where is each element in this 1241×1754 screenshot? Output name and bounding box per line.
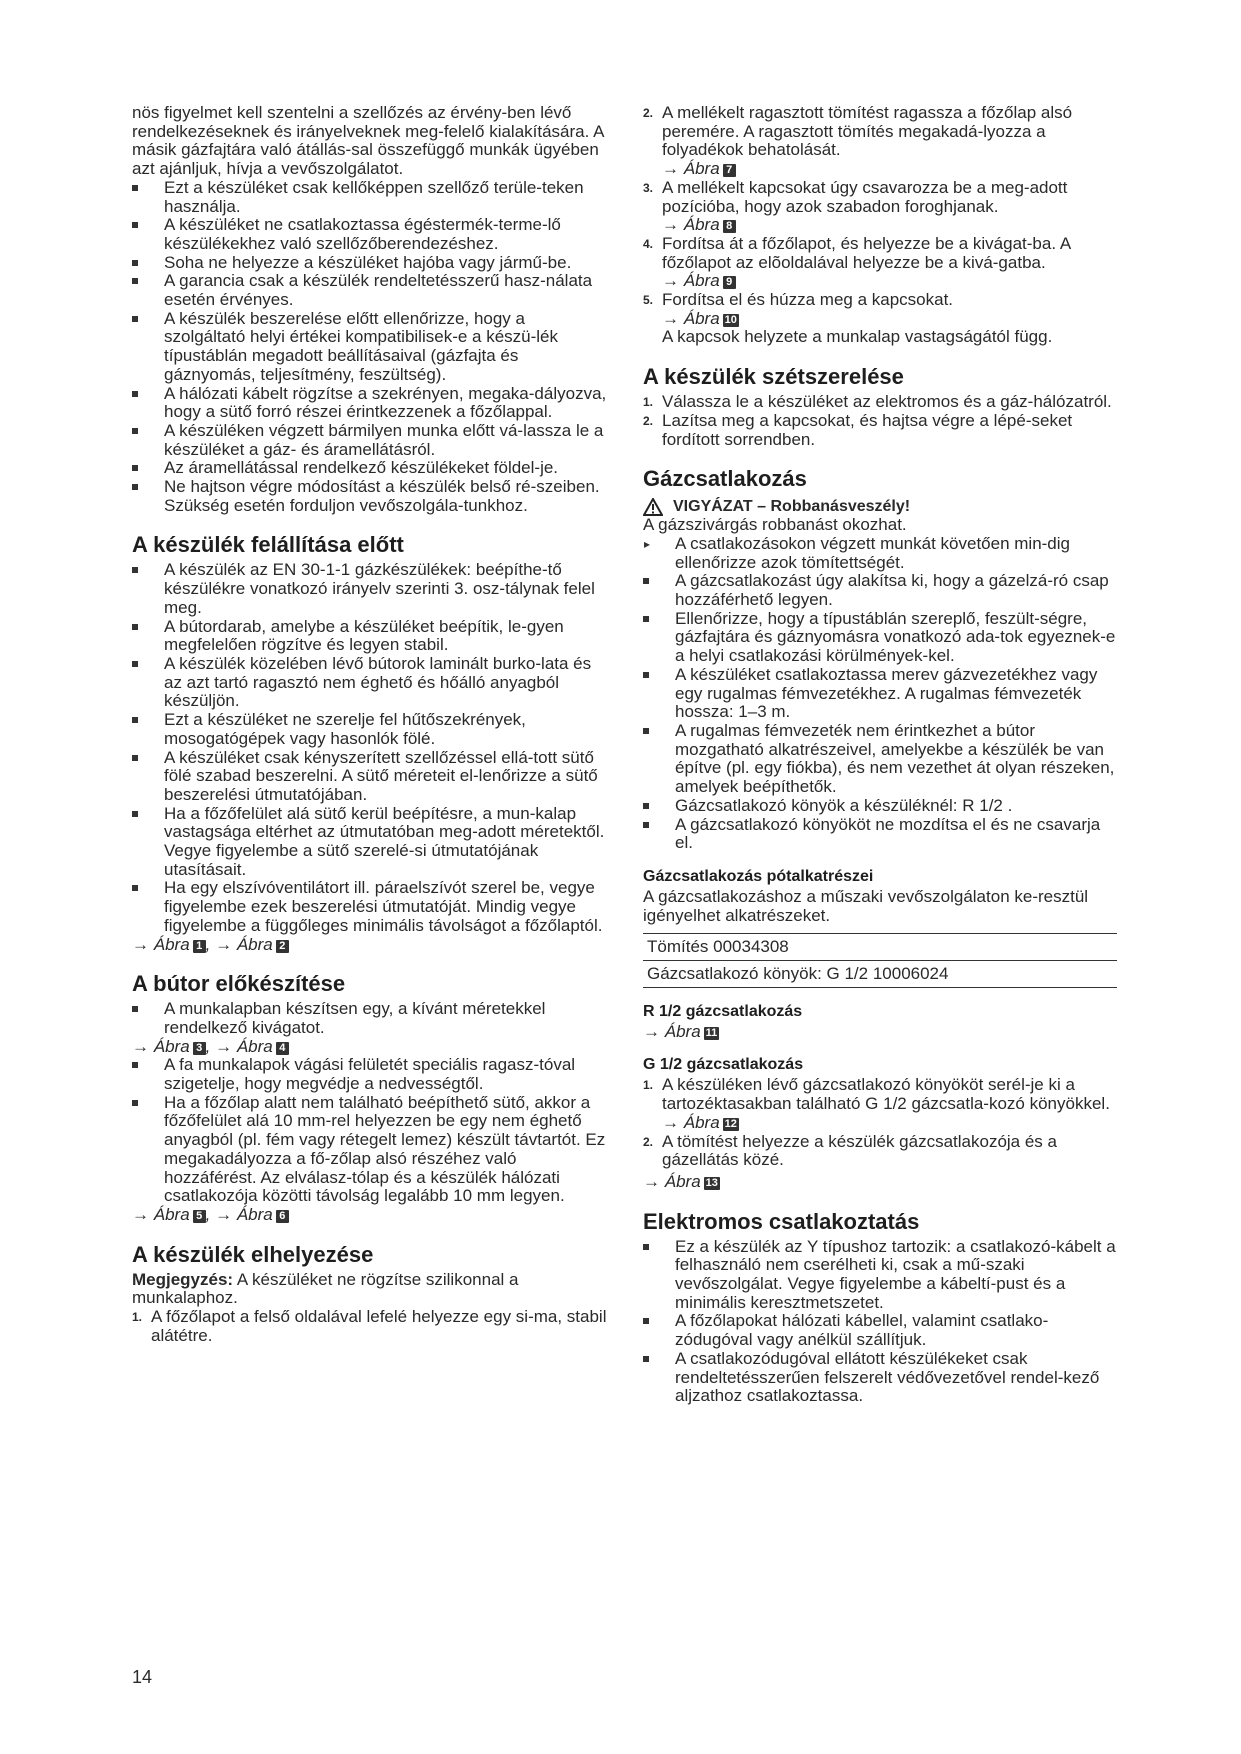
bullet-item: Ezt a készüléket csak kellőképpen szellőző terüle-teken használja. [132,179,610,216]
left-column [132,104,610,1345]
note-paragraph [132,1271,610,1308]
right-column [643,104,1119,1406]
table-cell: Gázcsatlakozó könyök: G 1/2 10006024 [643,961,1117,988]
bullet-item: Ha egy elszívóventilátort ill. páraelszívót szerel be, vegye figyelembe ezek beszerelési útmutatóját. Mindig vegye figyelembe a függőleges minimális távolságot a főzőlaptól. [132,879,610,935]
figure-reference [643,1173,1119,1192]
numbered-step [643,412,1119,449]
arrow-icon: → [643,1021,660,1041]
figure-word: Ábra [236,1036,273,1056]
figure-badge: 10 [724,313,737,326]
bullet-item: A bútordarab, amelybe a készüléket beépítik, le-gyen megfelelően rögzítve és legyen stabil. [132,618,610,655]
note-label: Megjegyzés: [132,1269,234,1289]
spare-parts-text: A gázcsatlakozáshoz a műszaki vevőszolgálaton ke-resztül igényelhet alkatrészeket. [643,886,1089,925]
figure-word: Ábra [683,1112,720,1132]
separator: , [205,934,216,954]
warning-title: VIGYÁZAT – Robbanásveszély! [673,498,911,516]
figure-word: Ábra [683,215,720,235]
numbered-step [643,235,1119,272]
figure-badge: 6 [276,1210,289,1223]
figure-badge: 1 [193,940,206,953]
arrow-icon: → [215,1204,233,1224]
figure-badge: 5 [193,1210,206,1223]
step-number: 1. [643,1078,654,1093]
figure-reference [132,936,610,955]
figure-word: Ábra [664,1171,701,1191]
arrow-icon: → [662,271,679,291]
step-text: Lazítsa meg a kapcsokat, és hajtsa végre a lépé-seket fordított sorrendben. [662,410,1073,449]
bullet-item: A rugalmas fémvezeték nem érintkezhet a bútor mozgatható alkatrészeivel, amelyekbe a készülék be van építve (pl. egy fiókba), és nem vezethet át olyan részeken, amelyek beépíthetők. [643,722,1119,797]
step-text: Fordítsa át a főzőlapot, és helyezze be a kivágat-ba. A főzőlapot az elõoldalával helyezze be a kivá-gatba. [662,233,1071,272]
bullet-item: A gázcsatlakozást úgy alakítsa ki, hogy a gázelzá-ró csap hozzáférhető legyen. [643,572,1119,609]
figure-word: Ábra [683,159,720,179]
section-heading-gas-connection: Gázcsatlakozás [643,466,807,492]
step-text: Válassza le a készüléket az elektromos és a gáz-hálózatról. [662,392,1112,412]
separator: , [205,1036,216,1056]
bullet-item: Ellenőrizze, hogy a típustáblán szereplő, feszült-ségre, gázfajtára és gáznyomásra vonatkozó ada-tok egyeznek-e a helyi csatlakozási körülmények-kel. [643,610,1119,666]
bullet-item: Ha a főzőfelület alá sütő kerül beépítésre, a mun-kalap vastagsága eltérhet az útmutatóban meg-adott méretektől. Vegye figyelembe a sütő szerelé-si útmutatójának utasításait. [132,805,610,880]
step-number: 4. [643,236,654,251]
figure-word: Ábra [236,1204,273,1224]
figure-word: Ábra [153,1036,190,1056]
bullet-item: A készüléket csatlakoztassa merev gázvezetékhez vagy egy rugalmas fémvezetékhez. A rugalmas fémvezeték hossza: 1–3 m. [643,666,1119,722]
arrow-icon: → [215,1036,233,1056]
numbered-step [643,393,1119,412]
bullet-item: Ne hajtson végre módosítást a készülék belső ré-szeiben. Szükség esetén forduljon vevőszolgála-tunkhoz. [132,478,610,515]
figure-reference [643,310,1119,329]
step-text: A mellékelt kapcsokat úgy csavarozza be a meg-adott pozícióba, hogy azok szabadon foroghjanak. [662,177,1068,216]
arrow-icon: → [662,215,679,235]
numbered-step [132,1308,610,1345]
figure-word: Ábra [664,1021,701,1041]
bullet-item: A csatlakozódugóval ellátott készülékeket csak rendeltetésszerűen felszerelt védővezetővel rendel-kező aljzathoz csatlakoztassa. [643,1350,1119,1406]
bullet-item: Ha a főzőlap alatt nem található beépíthető sütő, akkor a főzőfelület alá 10 mm-rel helyezzen be egy nem éghető anyagból (pl. fém vagy rétegelt lemez) készült távtartót. Ez megakadályozza a fő-zőlap alsó részéhez való hozzáférést. Az elválasz-tólap és a készülék hálózati csatlakozója közötti távolság legalább 10 mm legyen. [132,1094,610,1206]
bullet-item: Ez a készülék az Y típushoz tartozik: a csatlakozó-kábelt a felhasználó nem cserélheti ki, csak a mű-szaki vevőszolgálat. Vegye figyelembe a kábeltí-pust és a minimális keresztmetszetet. [643,1238,1119,1313]
numbered-step [643,104,1119,160]
bullet-item: A garancia csak a készülék rendeltetésszerű hasz-nálata esetén érvényes. [132,272,610,309]
bullet-item: A készüléket csak kényszerített szellőzéssel ellá-tott sütő fölé szabad beszerelni. A sütő méreteit el-lenőrizze a sütő beszerelési útmutatójában. [132,749,610,805]
subheading-spare-parts: Gázcsatlakozás pótalkatrészei [643,867,874,885]
figure-badge: 12 [724,1117,737,1130]
bullet-item: Gázcsatlakozó könyök a készüléknél: R 1/2 . [643,797,1119,816]
step-text: A tömítést helyezze a készülék gázcsatlakozója és a gázellátás közé. [662,1131,1057,1170]
bullet-item: Az áramellátással rendelkező készülékeket földel-je. [132,459,610,478]
section-heading-before-installation: A készülék felállítása előtt [132,532,404,558]
bullet-item: A munkalapban készítsen egy, a kívánt méretekkel rendelkező kivágatot. [132,1000,610,1037]
arrow-icon: → [132,1036,149,1056]
arrow-icon: → [662,159,679,179]
numbered-step [643,1133,1119,1170]
numbered-step [643,1076,1119,1113]
figure-badge: 2 [276,940,289,953]
spare-parts-table [643,933,1117,987]
bullet-item: Ezt a készüléket ne szerelje fel hűtőszekrények, mosogatógépek vagy hasonlók fölé. [132,711,610,748]
figure-badge: 7 [723,164,736,177]
figure-badge: 9 [723,276,736,289]
warning-heading [643,497,1119,516]
figure-reference [643,1114,1119,1133]
page-number: 14 [132,1667,153,1687]
step-number: 2. [643,413,654,428]
step-number: 1. [643,395,654,410]
figure-badge: 4 [276,1042,289,1055]
section-heading-furniture-prep: A bútor előkészítése [132,971,346,997]
table-row [643,961,1117,988]
figure-badge: 8 [723,220,736,233]
table-cell: Tömítés 00034308 [643,934,1117,961]
numbered-step [643,291,1119,310]
figure-word: Ábra [683,308,720,328]
bullet-item: A készülék közelében lévő bútorok laminált burko-lata és az azt tartó ragasztó nem éghető és hőálló anyagból készüljön. [132,655,610,711]
step-number: 5. [643,293,654,308]
figure-word: Ábra [683,271,720,291]
figure-reference [132,1038,610,1057]
figure-reference [643,216,1119,235]
note-text: A készüléket ne rögzítse szilikonnal a munkalaphoz. [132,1269,519,1308]
intro-paragraph: nös figyelmet kell szentelni a szellőzés az érvény-ben lévő rendelkezéseknek és irányelveknek meg-felelő kialakítására. A másik gázfajtára való átállás-sal összefüggő munkák ügyében azt ajánljuk, hívja a vevőszolgálatot. [132,103,604,179]
bullet-item: A gázcsatlakozó könyököt ne mozdítsa el és ne csavarja el. [643,816,1119,853]
arrow-icon: → [215,934,233,954]
arrow-icon: → [132,934,149,954]
step-number: 1. [132,1310,143,1325]
step-text: A főzőlapot a felső oldalával lefelé helyezze egy si-ma, stabil alátétre. [151,1307,607,1345]
figure-reference [132,1206,610,1225]
figure-badge: 13 [705,1176,718,1189]
figure-reference [643,272,1119,291]
step-number: 3. [643,180,654,195]
figure-badge: 11 [705,1026,718,1039]
bullet-item: A főzőlapokat hálózati kábellel, valamint csatlako-zódugóval vagy anélkül szállítjuk. [643,1312,1119,1349]
arrow-icon: → [643,1171,660,1191]
bullet-item: A készülék beszerelése előtt ellenőrizze, hogy a szolgáltató helyi értékei kompatibilisek-e a készü-lék típustáblán megadott beállításaival (gázfajta és gáznyomás, teljesítmény, feszültség). [132,310,610,385]
step-text: A mellékelt ragasztott tömítést ragassza a főzőlap alsó peremére. A ragasztott tömítés megakadá-lyozza a folyadékok behatolását. [662,103,1073,160]
figure-word: Ábra [236,934,273,954]
warning-triangle-icon [643,498,663,516]
bullet-item: Soha ne helyezze a készüléket hajóba vagy jármű-be. [132,254,610,273]
figure-reference [643,1023,1119,1042]
subheading-g12: G 1/2 gázcsatlakozás [643,1056,804,1074]
figure-reference [643,160,1119,179]
arrow-icon: → [132,1204,149,1224]
arrow-icon: → [662,308,679,328]
figure-word: Ábra [153,1204,190,1224]
bullet-item: A fa munkalapok vágási felületét speciális ragasz-tóval szigetelje, hogy megvédje a nedvességtől. [132,1056,610,1093]
step-number: 2. [643,1134,654,1149]
bullet-item: A készüléken végzett bármilyen munka előtt vá-lassza le a készüléket a gáz- és áramellátásról. [132,422,610,459]
action-item: ▸ A csatlakozásokon végzett munkát követően min-dig ellenőrizze azok tömítettségét. [643,535,1119,572]
section-heading-placement: A készülék elhelyezése [132,1241,374,1267]
warning-text: A gázszivárgás robbanást okozhat. [643,515,907,535]
section-heading-electrical: Elektromos csatlakoztatás [643,1208,920,1234]
bullet-item: A készüléket ne csatlakoztassa égéstermék-terme-lő készülékekhez való szellőzőberendezéshez. [132,216,610,253]
subheading-r12: R 1/2 gázcsatlakozás [643,1002,803,1020]
step-text: A készüléken lévő gázcsatlakozó könyököt serél-je ki a tartozéktasakban található G 1/2 gázcsatla-kozó könyökkel. [662,1075,1110,1114]
figure-badge: 3 [193,1042,206,1055]
separator: , [205,1204,216,1224]
step-number: 2. [643,106,654,120]
step-note: A kapcsok helyzete a munkalap vastagságától függ. [662,327,1053,347]
bullet-item: A hálózati kábelt rögzítse a szekrényen, megaka-dályozva, hogy a sütő forró részei érintkezzenek a főzőlappal. [132,385,610,422]
arrow-icon: → [662,1112,679,1132]
step-text: Fordítsa el és húzza meg a kapcsokat. [662,290,954,310]
table-row [643,934,1117,961]
numbered-step [643,179,1119,216]
figure-word: Ábra [153,934,190,954]
bullet-item: A készülék az EN 30-1-1 gázkészülékek: beépíthe-tő készülékre vonatkozó irányelv szerinti 3. osz-tálynak felel meg. [132,561,610,617]
section-heading-disassembly: A készülék szétszerelése [643,364,904,390]
